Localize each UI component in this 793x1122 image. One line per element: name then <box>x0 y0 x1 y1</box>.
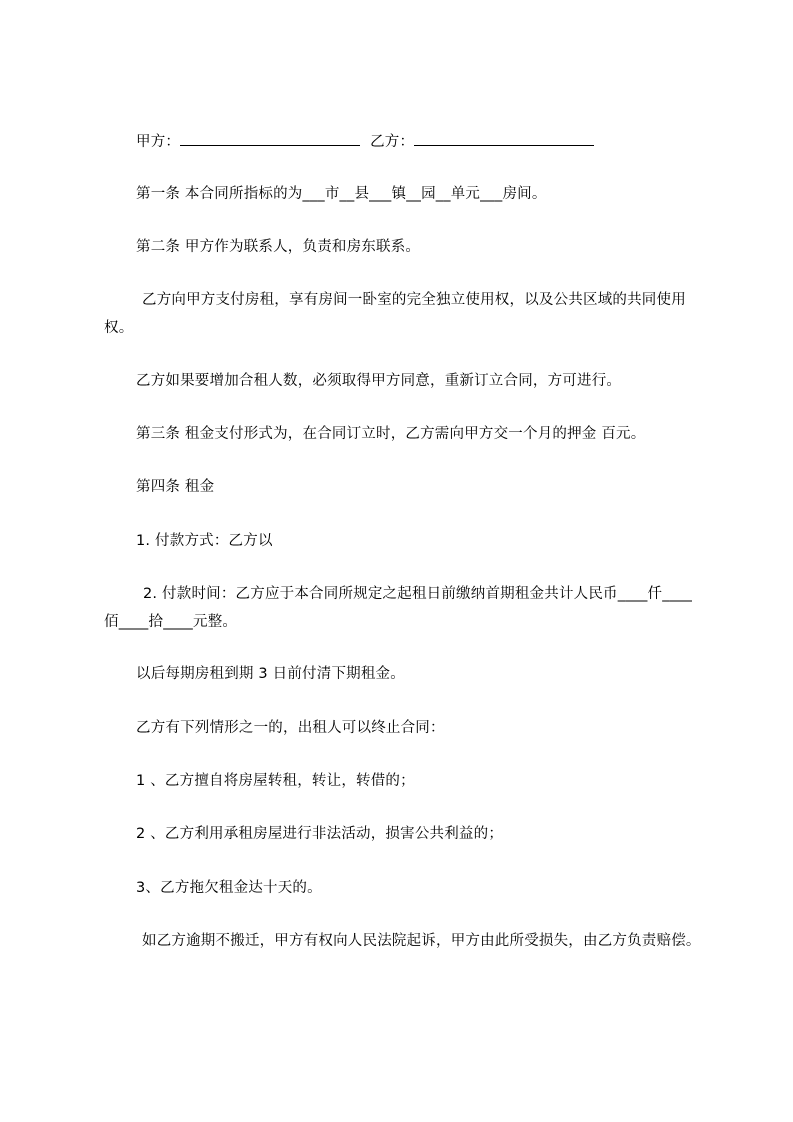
eviction-litigation-paragraph: 如乙方逾期不搬迁，甲方有权向人民法院起诉，甲方由此所受损失，由乙方负责赔偿。 <box>142 933 701 949</box>
article-4-heading: 第四条 租金 <box>136 479 215 495</box>
party-a-blank <box>180 131 360 146</box>
subsequent-rent-paragraph: 以后每期房租到期 3 日前付清下期租金。 <box>136 666 405 682</box>
payment-method-item: 1. 付款方式：乙方以 <box>136 533 273 549</box>
termination-conditions-intro: 乙方有下列情形之一的，出租人可以终止合同： <box>136 720 445 736</box>
termination-condition-2: 2 、乙方利用承租房屋进行非法活动，损害公共利益的； <box>136 826 504 842</box>
termination-condition-3: 3、乙方拖欠租金达十天的。 <box>136 880 322 896</box>
article-2: 第二条 甲方作为联系人，负责和房东联系。 <box>136 239 421 255</box>
usage-rights-paragraph: 乙方向甲方支付房租，享有房间一卧室的完全独立使用权，以及公共区域的共同使用权。 <box>104 292 686 336</box>
party-b-blank <box>414 131 594 146</box>
article-3: 第三条 租金支付形式为，在合同订立时，乙方需向甲方交一个月的押金 百元。 <box>136 426 646 442</box>
party-b-label: 乙方： <box>370 134 415 150</box>
termination-condition-1: 1 、乙方擅自将房屋转租，转让，转借的； <box>136 773 415 789</box>
add-tenant-paragraph: 乙方如果要增加合租人数，必须取得甲方同意，重新订立合同，方可进行。 <box>136 373 622 389</box>
payment-time-item: 2. 付款时间：乙方应于本合同所规定之起租日前缴纳首期租金共计人民币____仟____佰____拾____元整。 <box>104 586 693 630</box>
article-1: 第一条 本合同所指标的为___市__县___镇__园__单元___房间。 <box>136 186 547 202</box>
parties-signature-line <box>136 131 594 152</box>
party-a-label: 甲方： <box>136 134 181 150</box>
